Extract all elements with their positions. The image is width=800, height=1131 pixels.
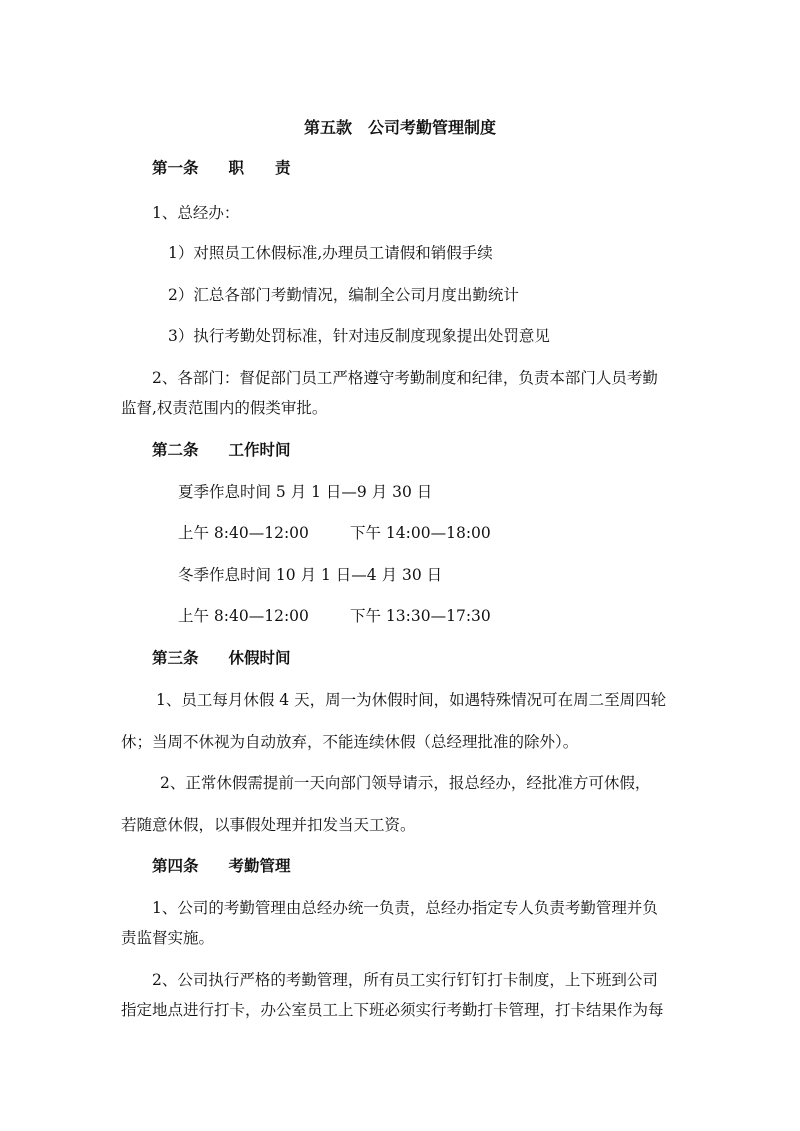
article1-heading-number: 第一条 bbox=[152, 158, 199, 177]
summer-hours bbox=[178, 523, 491, 543]
summer-schedule: 夏季作息时间 5 月 1 日—9 月 30 日 bbox=[178, 483, 433, 501]
article2-heading-number: 第二条 bbox=[152, 440, 199, 459]
article1-heading-name: 职 责 bbox=[228, 158, 291, 177]
article4-heading-number: 第四条 bbox=[152, 856, 199, 875]
summer-pm-hours: 下午 14:00—18:00 bbox=[350, 524, 491, 542]
article1-item2-line1: 2、各部门：督促部门员工严格遵守考勤制度和纪律，负责本部门人员考勤 bbox=[152, 369, 658, 387]
article1-item2-line2: 监督,权责范围内的假类审批。 bbox=[121, 399, 328, 417]
article1-heading bbox=[152, 158, 291, 178]
article3-item1-line1: 1、员工每月休假 4 天，周一为休假时间，如遇特殊情况可在周二至周四轮 bbox=[156, 691, 667, 709]
article4-item2-line1: 2、公司执行严格的考勤管理，所有员工实行钉钉打卡制度，上下班到公司 bbox=[152, 971, 658, 989]
winter-am-hours: 上午 8:40—12:00 bbox=[178, 607, 309, 625]
article4-item2-line2: 指定地点进行打卡，办公室员工上下班必须实行考勤打卡管理，打卡结果作为每 bbox=[121, 1001, 664, 1019]
article4-item1-line1: 1、公司的考勤管理由总经办统一负责，总经办指定专人负责考勤管理并负 bbox=[152, 899, 658, 917]
article4-item1-line2: 责监督实施。 bbox=[121, 929, 215, 947]
article4-heading bbox=[152, 856, 291, 876]
article2-heading bbox=[152, 440, 291, 460]
winter-pm-hours: 下午 13:30—17:30 bbox=[350, 607, 491, 625]
summer-am-hours: 上午 8:40—12:00 bbox=[178, 524, 309, 542]
article1-sub1: 1）对照员工休假标准,办理员工请假和销假手续 bbox=[168, 244, 493, 262]
document-title: 第五款 公司考勤管理制度 bbox=[303, 118, 496, 137]
winter-hours bbox=[178, 606, 491, 626]
article2-heading-name: 工作时间 bbox=[228, 440, 291, 459]
article3-item1-line2: 休；当周不休视为自动放弃，不能连续休假（总经理批准的除外）。 bbox=[121, 733, 579, 751]
article4-heading-name: 考勤管理 bbox=[228, 856, 291, 875]
article1-item1: 1、总经办： bbox=[152, 204, 240, 222]
article3-heading-number: 第三条 bbox=[152, 648, 199, 667]
article1-sub2: 2）汇总各部门考勤情况，编制全公司月度出勤统计 bbox=[168, 286, 519, 304]
winter-schedule: 冬季作息时间 10 月 1 日—4 月 30 日 bbox=[178, 566, 443, 584]
article3-item2-line1: 2、正常休假需提前一天向部门领导请示，报总经办，经批准方可休假， bbox=[160, 774, 651, 792]
article3-heading-name: 休假时间 bbox=[228, 648, 291, 667]
article3-item2-line2: 若随意休假，以事假处理并扣发当天工资。 bbox=[121, 816, 416, 834]
article1-sub3: 3）执行考勤处罚标准，针对违反制度现象提出处罚意见 bbox=[168, 327, 550, 345]
article3-heading bbox=[152, 648, 291, 668]
